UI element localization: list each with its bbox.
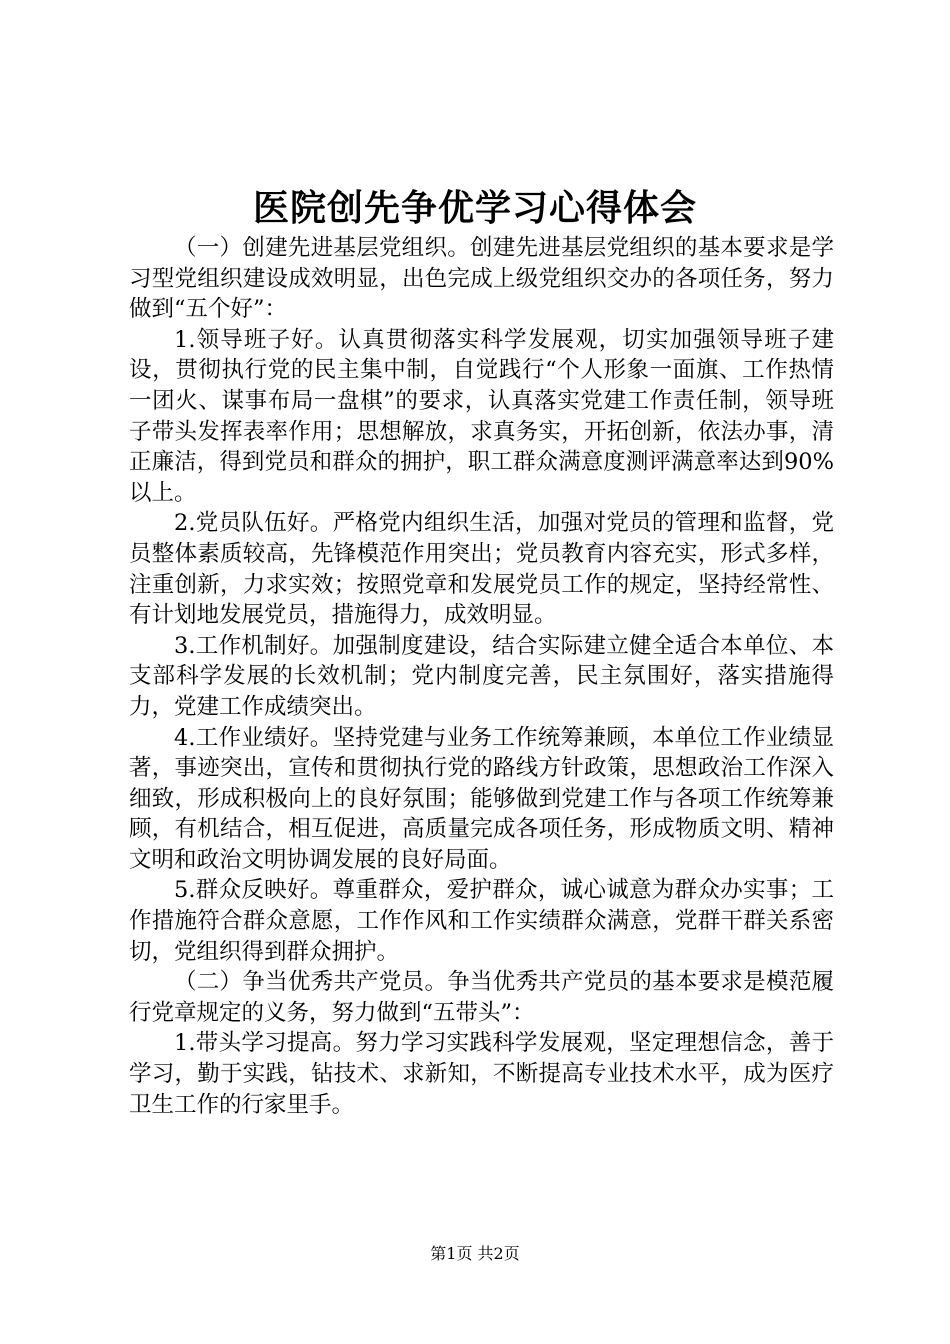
- page-footer: 第1页 共2页: [430, 1244, 520, 1263]
- paragraph-7: （二）争当优秀共产党员。争当优秀共产党员的基本要求是模范履行党章规定的义务，努力做到“五带头”：: [129, 969, 834, 1026]
- document-body: [129, 233, 834, 1120]
- paragraph-3: 2.党员队伍好。严格党内组织生活，加强对党员的管理和监督，党员整体素质较高，先锋模范作用突出；党员教育内容充实，形式多样，注重创新，力求实效；按照党章和发展党员工作的规定，坚持经常性、有计划地发展党员，措施得力，成效明显。: [129, 510, 834, 629]
- paragraph-1: （一）创建先进基层党组织。创建先进基层党组织的基本要求是学习型党组织建设成效明显，出色完成上级党组织交办的各项任务，努力做到“五个好”：: [129, 235, 834, 323]
- paragraph-8: 1.带头学习提高。努力学习实践科学发展观，坚定理想信念，善于学习，勤于实践，钻技术、求新知，不断提高专业技术水平，成为医疗卫生工作的行家里手。: [129, 1030, 834, 1118]
- paragraph-2: 1.领导班子好。认真贯彻落实科学发展观，切实加强领导班子建设，贯彻执行党的民主集中制，自觉践行“个人形象一面旗、工作热情一团火、谋事布局一盘棋”的要求，认真落实党建工作责任制，领导班子带头发挥表率作用；思想解放，求真务实，开拓创新，依法办事，清正廉洁，得到党员和群众的拥护，职工群众满意度测评满意率达到90%以上。: [129, 326, 834, 506]
- paragraph-5: 4.工作业绩好。坚持党建与业务工作统筹兼顾，本单位工作业绩显著，事迹突出，宣传和贯彻执行党的路线方针政策，思想政治工作深入细致，形成积极向上的良好氛围；能够做到党建工作与各项工作统筹兼顾，有机结合，相互促进，高质量完成各项任务，形成物质文明、精神文明和政治文明协调发展的良好局面。: [129, 724, 834, 873]
- document-title: 医院创先争优学习心得体会: [252, 187, 697, 229]
- paragraph-4: 3.工作机制好。加强制度建设，结合实际建立健全适合本单位、本支部科学发展的长效机制；党内制度完善，民主氛围好，落实措施得力，党建工作成绩突出。: [129, 632, 834, 720]
- paragraph-6: 5.群众反映好。尊重群众，爱护群众，诚心诚意为群众办实事；工作措施符合群众意愿，工作作风和工作实绩群众满意，党群干群关系密切，党组织得到群众拥护。: [129, 877, 834, 965]
